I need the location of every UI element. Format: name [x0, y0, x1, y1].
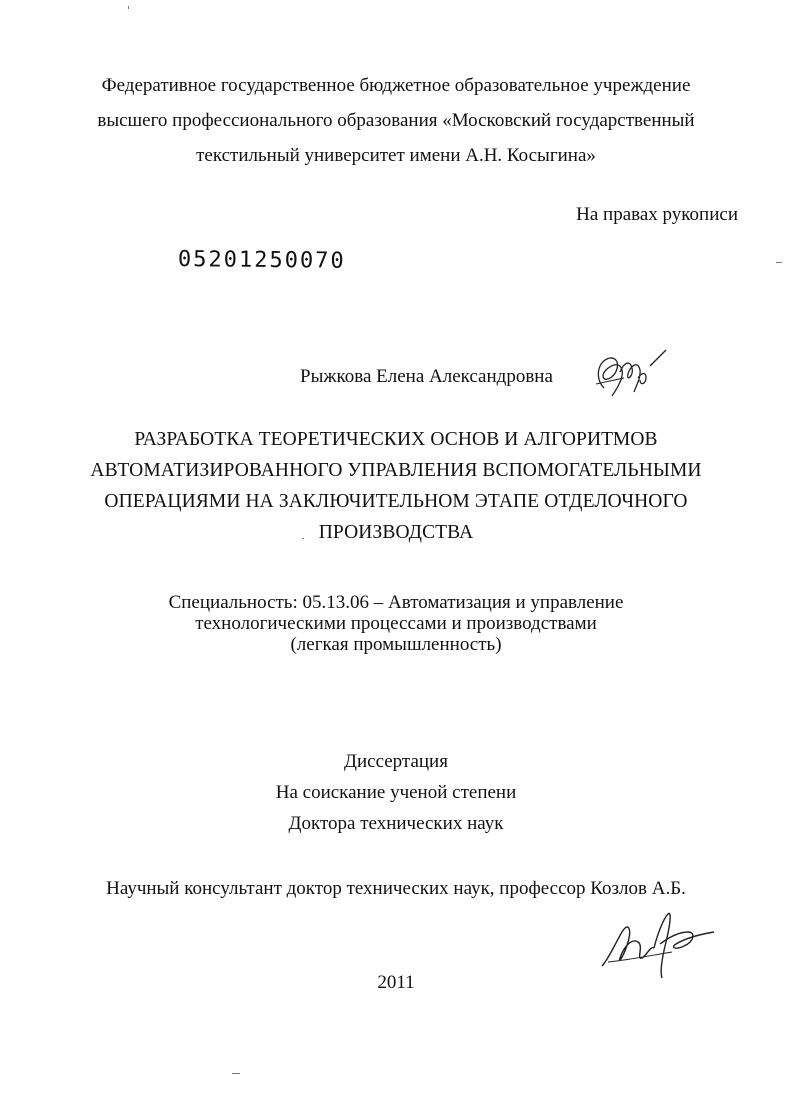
title-line: ОПЕРАЦИЯМИ НА ЗАКЛЮЧИТЕЛЬНОМ ЭТАПЕ ОТДЕЛОЧНОГО: [104, 491, 688, 512]
author-signature-icon: [590, 348, 670, 400]
specialty-line: (легкая промышленность): [290, 634, 502, 655]
author-name: Рыжкова Елена Александровна: [300, 366, 553, 387]
degree-line: Диссертация: [344, 751, 448, 772]
specialty-block: [60, 592, 732, 655]
institution-line: высшего профессионального образования «Московский государственный: [97, 110, 695, 131]
specialty-line: Специальность: 05.13.06 – Автоматизация и управление: [168, 592, 624, 613]
specialty-line: технологическими процессами и производствами: [195, 613, 597, 634]
publication-year: 2011: [377, 972, 415, 993]
scientific-advisor: Научный консультант доктор технических наук, профессор Козлов А.Б.: [106, 878, 686, 899]
institution-line: Федеративное государственное бюджетное образовательное учреждение: [101, 75, 691, 96]
degree-line: Доктора технических наук: [288, 813, 504, 834]
institution-line: текстильный университет имени А.Н. Косыгина»: [196, 145, 596, 166]
scan-mark: [776, 262, 782, 263]
advisor-signature-icon: [598, 902, 718, 982]
document-number: 05201250070: [177, 247, 346, 274]
scan-mark: [232, 1073, 240, 1074]
title-line: АВТОМАТИЗИРОВАННОГО УПРАВЛЕНИЯ ВСПОМОГАТЕЛЬНЫМИ: [90, 460, 702, 481]
title-line: РАЗРАБОТКА ТЕОРЕТИЧЕСКИХ ОСНОВ И АЛГОРИТМОВ: [134, 429, 658, 450]
scan-mark: [128, 6, 129, 9]
rights-note: На правах рукописи: [576, 204, 738, 225]
degree-line: На соискание ученой степени: [275, 782, 517, 803]
institution-block: [60, 74, 732, 179]
degree-block: [60, 752, 732, 845]
scan-mark: [302, 538, 304, 539]
dissertation-title: [60, 429, 732, 553]
title-line: ПРОИЗВОДСТВА: [318, 522, 474, 543]
